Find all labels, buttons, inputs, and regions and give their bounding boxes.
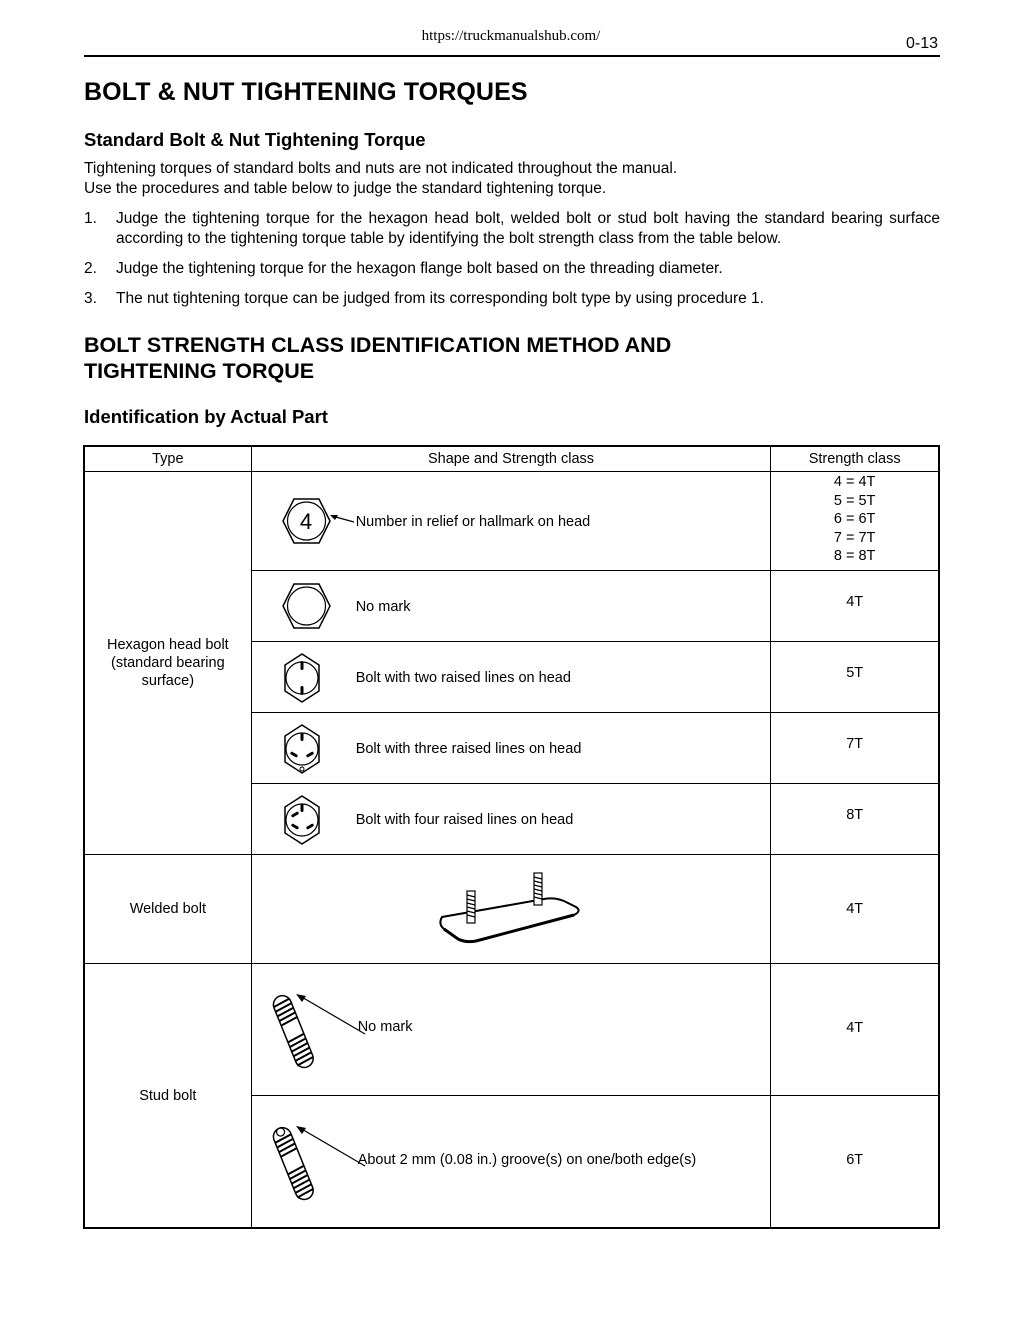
type-welded-bolt: Welded bolt <box>84 855 251 964</box>
strength-class-cell: 4T <box>771 855 939 964</box>
page-number: 0-13 <box>905 35 938 52</box>
shape-label: No mark <box>355 599 411 615</box>
strength-class-cell: 5T <box>771 642 939 713</box>
section2-title-line2: TIGHTENING TORQUE <box>84 359 315 383</box>
table-row <box>84 855 939 964</box>
header-type: Type <box>84 446 251 472</box>
shape-cell <box>251 855 771 964</box>
type-line: Hexagon head bolt <box>106 637 229 653</box>
table-header-row <box>84 446 939 472</box>
class-value: 5 = 5T <box>833 492 876 509</box>
list-number: 2. <box>84 260 97 277</box>
class-value: 8 = 8T <box>833 548 876 564</box>
shape-cell <box>251 713 771 784</box>
shape-label: No mark <box>357 1019 413 1035</box>
strength-class-cell: 8T <box>771 784 939 855</box>
type-stud-bolt: Stud bolt <box>84 964 251 1229</box>
class-value: 4 = 4T <box>833 474 876 490</box>
shape-cell <box>251 964 771 1096</box>
header-class: Strength class <box>771 446 939 472</box>
list-number: 1. <box>84 210 97 227</box>
header-shape: Shape and Strength class <box>251 446 771 472</box>
intro-line-1: Tightening torques of standard bolts and nuts are not indicated throughout the manual. <box>84 160 678 177</box>
header-rule <box>84 55 940 57</box>
welded-bolt-plate-icon <box>436 869 586 949</box>
source-url: https://truckmanualshub.com/ <box>421 28 601 44</box>
strength-class-cell: 6T <box>771 1096 939 1229</box>
list-item <box>84 209 940 249</box>
hex-bolt-three-lines-icon <box>282 723 322 775</box>
shape-cell <box>251 571 771 642</box>
hex-bolt-four-lines-icon <box>282 794 322 846</box>
shape-label: Bolt with three raised lines on head <box>355 741 582 757</box>
section2-subtitle: Identification by Actual Part <box>84 406 328 427</box>
list-text: The nut tightening torque can be judged from its corresponding bolt type by using procedure 1. <box>116 290 764 307</box>
shape-cell <box>251 642 771 713</box>
section-subtitle: Standard Bolt & Nut Tightening Torque <box>84 129 426 150</box>
list-text: Judge the tightening torque for the hexagon head bolt, welded bolt or stud bolt having the standard bearing surface according to the tightening torque table by identifying the bolt strength class from the table below. <box>116 210 940 247</box>
strength-class-cell: 7T <box>771 713 939 784</box>
shape-cell <box>251 784 771 855</box>
hex-bolt-plain-icon <box>282 581 332 631</box>
shape-label: Number in relief or hallmark on head <box>355 514 591 530</box>
shape-label: Bolt with four raised lines on head <box>355 812 574 828</box>
shape-label: Bolt with two raised lines on head <box>355 670 571 686</box>
class-value: 6 = 6T <box>833 511 876 527</box>
shape-label: About 2 mm (0.08 in.) groove(s) on one/both edge(s) <box>357 1152 697 1168</box>
section-title: BOLT & NUT TIGHTENING TORQUES <box>84 78 528 106</box>
strength-class-cell <box>771 472 939 571</box>
identification-table <box>83 445 940 1229</box>
type-line: surface) <box>141 673 195 689</box>
strength-class-cell: 4T <box>771 964 939 1096</box>
section2-title-line1: BOLT STRENGTH CLASS IDENTIFICATION METHOD AND <box>84 333 672 357</box>
list-number: 3. <box>84 290 97 307</box>
shape-cell <box>251 1096 771 1229</box>
type-line: (standard bearing <box>111 655 225 671</box>
strength-class-cell: 4T <box>771 571 939 642</box>
list-text: Judge the tightening torque for the hexagon flange bolt based on the threading diameter. <box>116 260 723 277</box>
hex-bolt-two-lines-icon <box>282 652 322 704</box>
intro-line-2: Use the procedures and table below to judge the standard tightening torque. <box>84 180 607 197</box>
table-row <box>84 964 939 1096</box>
head-number: 4 <box>299 509 312 534</box>
table-row <box>84 472 939 571</box>
type-hexagon-head-bolt <box>84 472 251 855</box>
shape-cell <box>251 472 771 571</box>
list-item <box>84 289 940 309</box>
list-item <box>84 259 940 279</box>
class-value: 7 = 7T <box>833 529 876 546</box>
